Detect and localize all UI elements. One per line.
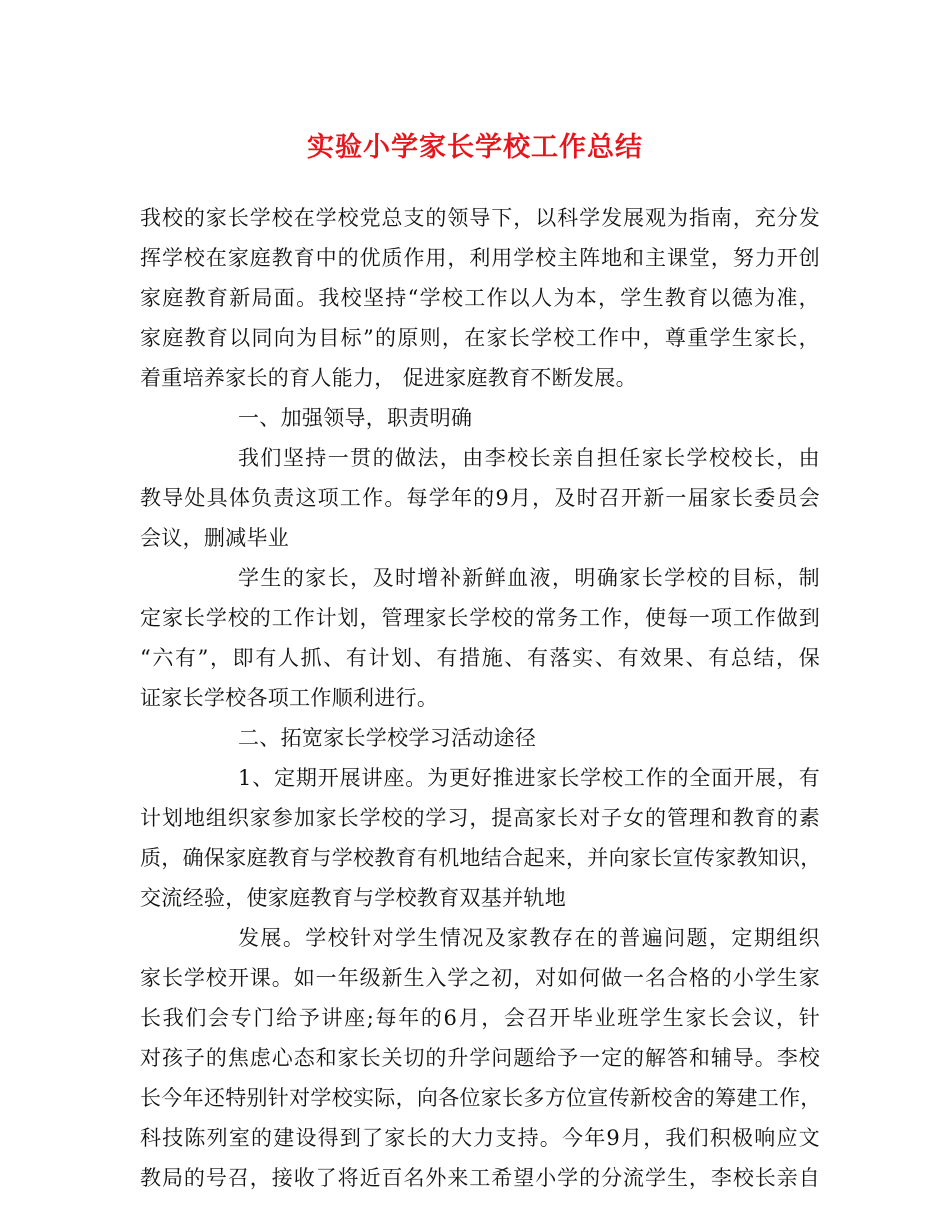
text-line: 证家长学校各项工作顺利进行。 — [140, 686, 439, 710]
text-line: 教导处具体负责这项工作。每学年的9月，及时召开新一届家长委员会 — [140, 486, 820, 510]
text-line: “六有”，即有人抓、有计划、有措施、有落实、有效果、有总结，保 — [140, 646, 820, 670]
text-line: 计划地组织家参加家长学校的学习，提高家长对子女的管理和教育的素 — [140, 806, 820, 830]
text-line: 教局的号召，接收了将近百名外来工希望小学的分流学生，李校长亲自 — [140, 1166, 820, 1190]
text-line: 质，确保家庭教育与学校教育有机地结合起来，并向家长宣传家教知识， — [140, 846, 822, 870]
document-title: 实验小学家长学校工作总结 — [307, 132, 643, 163]
text-line: 1、定期开展讲座。为更好推进家长学校工作的全面开展，有 — [238, 766, 820, 790]
document-body — [140, 198, 820, 1198]
text-line: 我们坚持一贯的做法，由李校长亲自担任家长学校校长，由 — [238, 446, 820, 470]
text-line: 学生的家长，及时增补新鲜血液，明确家长学校的目标，制 — [238, 566, 820, 590]
text-line: 发展。学校针对学生情况及家教存在的普遍问题，定期组织 — [238, 926, 820, 950]
text-line: 长今年还特别针对学校实际，向各位家长多方位宣传新校舍的筹建工作， — [140, 1086, 822, 1110]
text-line: 家庭教育以同向为目标”的原则，在家长学校工作中，尊重学生家长， — [140, 326, 820, 350]
text-line: 对孩子的焦虑心态和家长关切的升学问题给予一定的解答和辅导。李校 — [140, 1046, 820, 1070]
text-line: 家庭教育新局面。我校坚持“学校工作以人为本，学生教育以德为准， — [140, 286, 820, 310]
text-line: 着重培养家长的育人能力， 促进家庭教育不断发展。 — [140, 366, 637, 390]
text-line: 家长学校开课。如一年级新生入学之初，对如何做一名合格的小学生家 — [140, 966, 820, 990]
text-line: 科技陈列室的建设得到了家长的大力支持。今年9月，我们积极响应文 — [140, 1126, 820, 1150]
text-line: 我校的家长学校在学校党总支的领导下，以科学发展观为指南，充分发 — [140, 206, 820, 230]
text-line: 会议，删减毕业 — [140, 526, 290, 550]
text-line: 挥学校在家庭教育中的优质作用，利用学校主阵地和主课堂，努力开创 — [140, 246, 820, 270]
section-heading: 一、加强领导，职责明确 — [238, 406, 473, 430]
text-line: 定家长学校的工作计划，管理家长学校的常务工作，使每一项工作做到 — [140, 606, 820, 630]
section-heading: 二、拓宽家长学校学习活动途径 — [238, 726, 537, 750]
text-line: 交流经验，使家庭教育与学校教育双基并轨地 — [140, 886, 566, 910]
text-line: 长我们会专门给予讲座;每年的6月，会召开毕业班学生家长会议，针 — [140, 1006, 820, 1030]
